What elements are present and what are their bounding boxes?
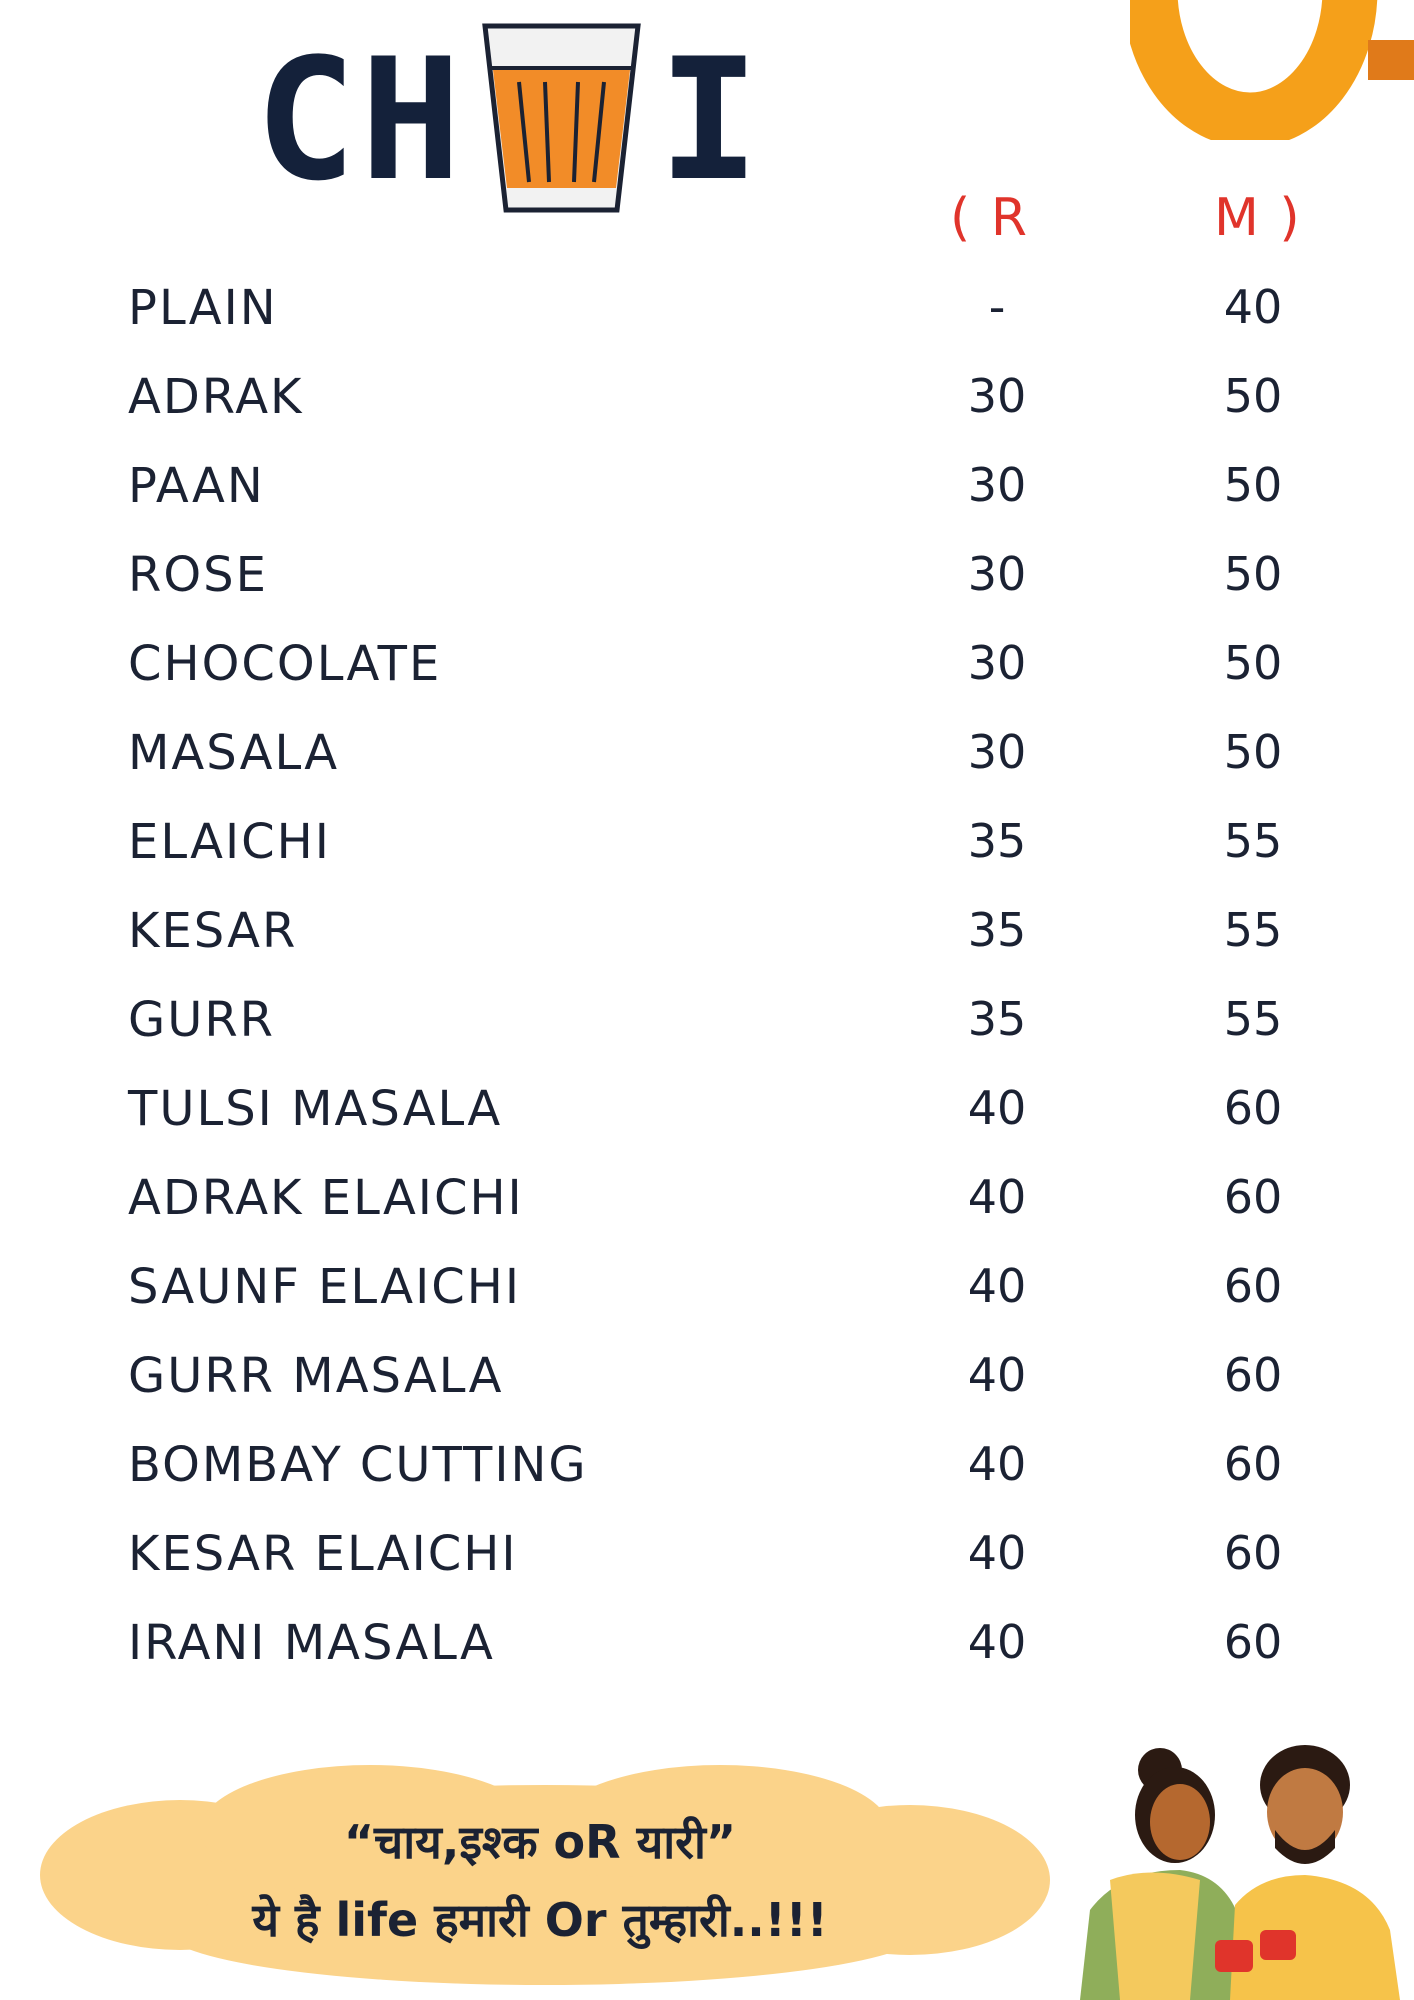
price-regular: 30 [967,458,1027,512]
price-regular: 40 [967,1615,1027,1669]
item-name: PLAIN [128,280,278,336]
menu-row [0,885,1414,974]
price-regular: 35 [967,903,1027,957]
price-regular: - [988,280,1006,334]
price-medium: 40 [1223,280,1283,334]
item-name: MASALA [128,725,340,781]
menu-row [0,1152,1414,1241]
item-name: GURR [128,992,276,1048]
quote-line-1: “चाय,इश्क oR यारी” [343,1815,737,1869]
price-medium: 55 [1223,903,1283,957]
price-medium: 60 [1223,1259,1283,1313]
item-name: SAUNF ELAICHI [128,1259,522,1315]
price-medium: 50 [1223,547,1283,601]
menu-row [0,262,1414,351]
price-medium: 50 [1223,458,1283,512]
column-header-medium: M ) [1214,188,1302,248]
item-name: BOMBAY CUTTING [128,1437,588,1493]
price-medium: 60 [1223,1081,1283,1135]
title-left: CH [255,22,466,218]
item-name: ELAICHI [128,814,331,870]
menu-row [0,974,1414,1063]
price-regular: 35 [967,814,1027,868]
item-name: TULSI MASALA [128,1081,503,1137]
menu-row [0,1241,1414,1330]
menu-title [255,20,763,220]
price-regular: 30 [967,725,1027,779]
price-medium: 55 [1223,992,1283,1046]
price-regular: 40 [967,1170,1027,1224]
menu-row [0,529,1414,618]
price-medium: 50 [1223,369,1283,423]
price-medium: 60 [1223,1526,1283,1580]
item-name: ADRAK [128,369,304,425]
price-regular: 30 [967,636,1027,690]
item-name: GURR MASALA [128,1348,504,1404]
price-regular: 30 [967,547,1027,601]
menu-row [0,618,1414,707]
price-regular: 35 [967,992,1027,1046]
couple-illustration [1050,1730,1414,2000]
menu-row [0,351,1414,440]
menu-row [0,440,1414,529]
corner-decoration [1130,0,1414,140]
price-regular: 40 [967,1348,1027,1402]
item-name: KESAR [128,903,298,959]
price-medium: 55 [1223,814,1283,868]
price-medium: 60 [1223,1348,1283,1402]
menu-row [0,1419,1414,1508]
item-name: KESAR ELAICHI [128,1526,518,1582]
price-medium: 60 [1223,1170,1283,1224]
quote-cloud [40,1760,1050,1990]
item-name: IRANI MASALA [128,1615,495,1671]
price-medium: 60 [1223,1615,1283,1669]
menu-row [0,1508,1414,1597]
price-medium: 50 [1223,725,1283,779]
menu-row [0,707,1414,796]
menu-row [0,796,1414,885]
title-right: I [658,22,764,218]
menu-row [0,1597,1414,1686]
column-header-regular: ( R [950,188,1029,248]
price-regular: 40 [967,1259,1027,1313]
price-medium: 60 [1223,1437,1283,1491]
item-name: CHOCOLATE [128,636,442,692]
item-name: PAAN [128,458,265,514]
tea-glass-icon [479,20,644,220]
price-regular: 40 [967,1437,1027,1491]
price-medium: 50 [1223,636,1283,690]
menu-list [0,262,1414,1686]
menu-row [0,1063,1414,1152]
item-name: ADRAK ELAICHI [128,1170,524,1226]
price-regular: 40 [967,1081,1027,1135]
quote-line-2: ये है life हमारी Or तुम्हारी..!!! [252,1893,828,1947]
price-regular: 40 [967,1526,1027,1580]
price-regular: 30 [967,369,1027,423]
menu-row [0,1330,1414,1419]
item-name: ROSE [128,547,268,603]
